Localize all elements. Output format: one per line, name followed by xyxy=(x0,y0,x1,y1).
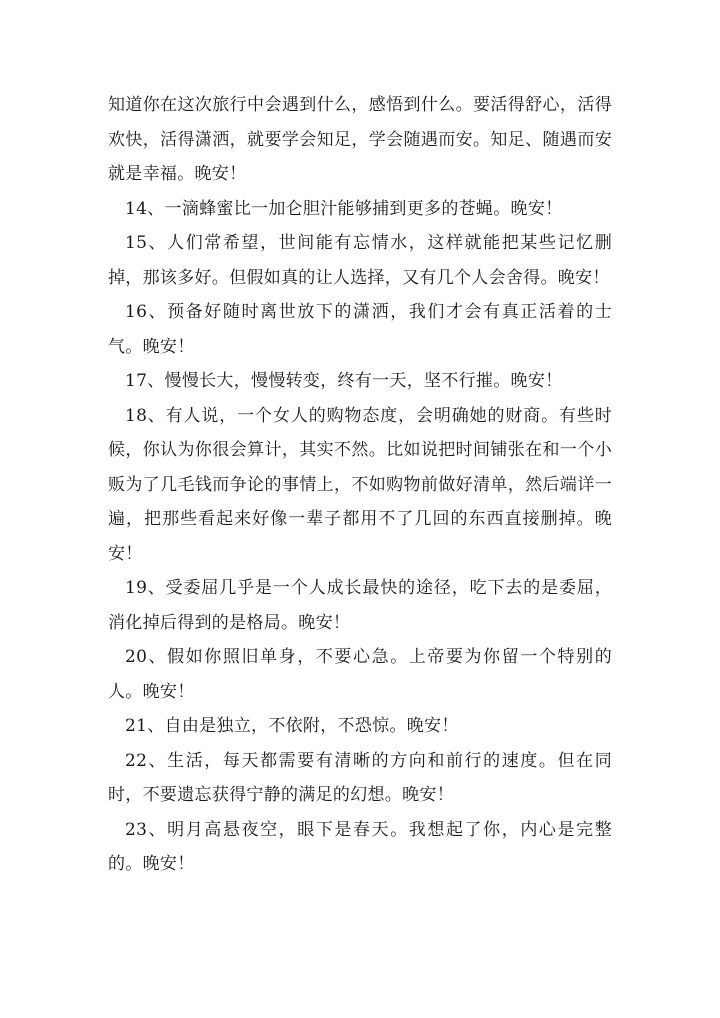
paragraph-item-21: 21、自由是独立，不依附，不恐惊。晚安！ xyxy=(125,716,459,736)
paragraph-item-17: 17、慢慢长大，慢慢转变，终有一天，坚不行摧。晚安！ xyxy=(125,371,563,391)
paragraph-item-16: 16、预备好随时离世放下的潇洒，我们才会有真正活着的士气。晚安！ xyxy=(108,302,612,357)
paragraph-item-18: 18、有人说，一个女人的购物态度，会明确她的财商。有些时候，你认为你很会算计，其实不然。比如说把时间铺张在和一个小贩为了几毛钱而争论的事情上，不如购物前做好清单，然后端详一遍，把那些看起来好像一辈子都用不了几回的东西直接删掉。晚安！ xyxy=(108,405,612,564)
paragraph-continuation: 知道你在这次旅行中会遇到什么，感悟到什么。要活得舒心，活得欢快，活得潇洒，就要学会知足，学会随遇而安。知足、随遇而安就是幸福。晚安！ xyxy=(108,95,612,184)
paragraph-item-14: 14、一滴蜂蜜比一加仑胆汁能够捕到更多的苍蝇。晚安！ xyxy=(125,198,563,219)
paragraph-item-19: 19、受委屈几乎是一个人成长最快的途径，吃下去的是委屈，消化掉后得到的是格局。晚安！ xyxy=(108,578,612,633)
document-body xyxy=(108,88,612,882)
paragraph-item-22: 22、生活，每天都需要有清晰的方向和前行的速度。但在同时，不要遗忘获得宁静的满足的幻想。晚安！ xyxy=(108,750,612,805)
paragraph-item-23: 23、明月高悬夜空，眼下是春天。我想起了你，内心是完整的。晚安！ xyxy=(108,819,612,874)
paragraph-item-15: 15、人们常希望，世间能有忘情水，这样就能把某些记忆删掉，那该多好。但假如真的让人选择，又有几个人会舍得。晚安！ xyxy=(108,233,612,288)
paragraph-item-20: 20、假如你照旧单身，不要心急。上帝要为你留一个特别的人。晚安！ xyxy=(108,647,612,702)
